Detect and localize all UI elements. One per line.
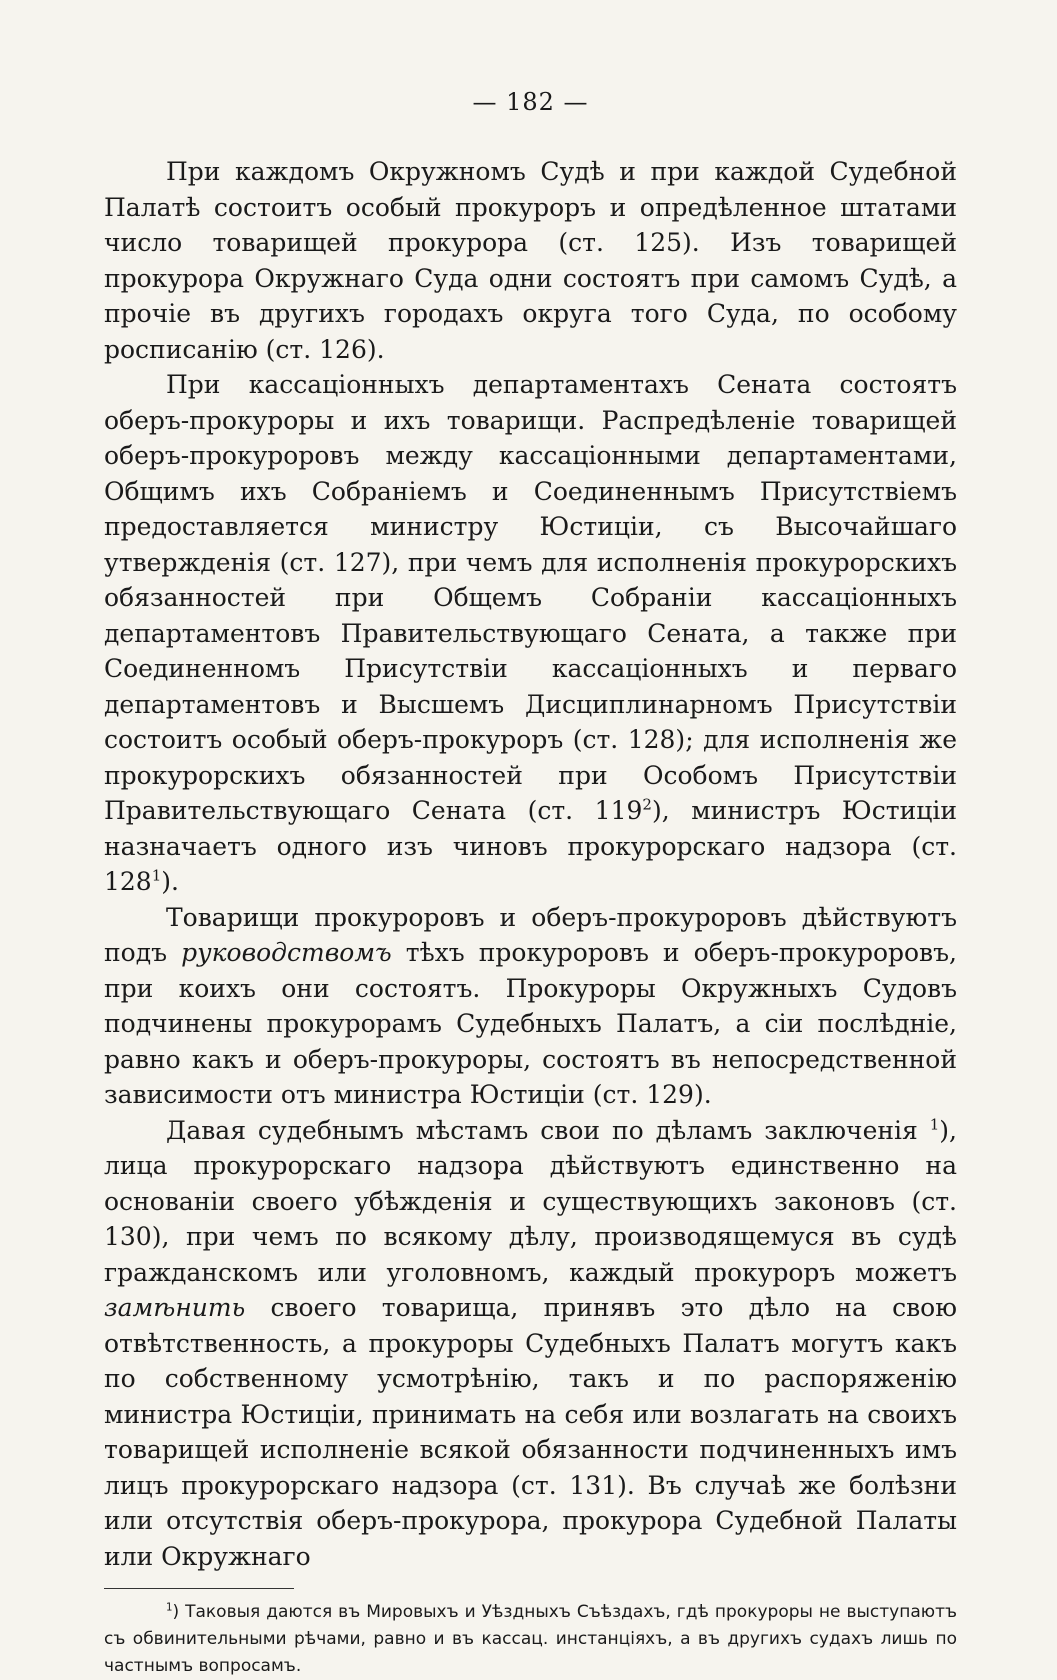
page-number: — 182 — [472,88,589,116]
paragraph-2-part-1: При кассаціонныхъ департаментахъ Сената состоятъ оберъ-прокуроры и ихъ товарищи. Распредѣленіе товарищей оберъ-прокуроровъ между кассаціонными департаментами, Общимъ ихъ Собраніемъ и Соединеннымъ Присутствіемъ предоставляется министру Юстиціи, съ Высочайшаго утвержденія (ст. 127), при чемъ для исполненія прокурорскихъ обязанностей при Общемъ Собраніи кассаціонныхъ департаментовъ Правительствующаго Сената, а также при Соединенномъ Присутствіи кассаціонныхъ и перваго департаментовъ и Высшемъ Дисциплинарномъ Присутствіи состоитъ особый оберъ-прокуроръ (ст. 128); для исполненія же прокурорскихъ обязанностей при Особомъ Присутствіи Правительствующаго Сената (ст. 119 [104,370,957,825]
paragraph-3 [104,900,957,1113]
footnote-text: ) Таковыя даются въ Мировыхъ и Уѣздныхъ Съѣздахъ, гдѣ прокуроры не выступаютъ съ обвинительными рѣчами, равно и въ кассац. инстанціяхъ, а въ другихъ судахъ лишь по частнымъ вопросамъ. [104,1602,957,1676]
paragraph-4 [104,1113,957,1575]
italic-emphasis: замѣнить [104,1293,246,1322]
paragraph-1-text: При каждомъ Окружномъ Судѣ и при каждой Судебной Палатѣ состоитъ особый прокуроръ и опредѣленное штатами число товарищей прокурора (ст. 125). Изъ товарищей прокурора Окружнаго Суда одни состоятъ при самомъ Судѣ, а прочіе въ другихъ городахъ округа того Суда, по особому росписанію (ст. 126). [104,157,957,364]
paragraph-1 [104,154,957,367]
paragraph-3-part-1: Товарищи прокуроровъ и оберъ-прокуроровъ дѣйствуютъ подъ [104,902,957,967]
paragraph-4-part-3: своего товарища, принявъ это дѣло на свою отвѣтственность, а прокуроры Судебныхъ Палатъ могутъ какъ по собственному усмотрѣнію, такъ и по распоряженію министра Юстиціи, принимать на себя или возлагать на своихъ товарищей исполненіе всякой обязанности подчиненныхъ имъ лицъ прокурорскаго надзора (ст. 131). Въ случаѣ же болѣзни или отсутствія оберъ-прокурора, прокурора Судебной Палаты или Окружнаго [104,1293,957,1571]
paragraph-4-part-1: Давая судебнымъ мѣстамъ свои по дѣламъ заключенія [166,1115,930,1145]
paragraph-3-part-2: тѣхъ прокуроровъ и оберъ-прокуроровъ, при коихъ они состоятъ. Прокуроры Окружныхъ Судовъ подчинены прокурорамъ Судебныхъ Палатъ, а сіи послѣдніе, равно какъ и оберъ-прокуроры, состоятъ въ непосредственной зависимости отъ министра Юстиціи (ст. 129). [104,938,957,1109]
footnote-ref: 1 [151,866,162,885]
footnote-ref: 1 [929,1115,940,1134]
footnote-divider [104,1588,294,1589]
footnote-marker: 1 [166,1602,173,1614]
paragraph-2-part-3: ). [161,867,179,896]
paragraph-2 [104,367,957,900]
paragraph-4-part-2: ), лица прокурорскаго надзора дѣйствуютъ единственно на основаніи своего убѣжденія и существующихъ законовъ (ст. 130), при чемъ по всякому дѣлу, производящемуся въ судѣ гражданскомъ или уголовномъ, каждый прокуроръ можетъ [104,1115,957,1287]
footnote-ref: 2 [642,795,652,814]
italic-emphasis: руководствомъ [181,938,392,967]
paragraph-2-part-2: ), министръ Юстиціи назначаетъ одного изъ чиновъ прокурорскаго надзора (ст. 128 [104,796,957,896]
footnote [104,1599,957,1680]
